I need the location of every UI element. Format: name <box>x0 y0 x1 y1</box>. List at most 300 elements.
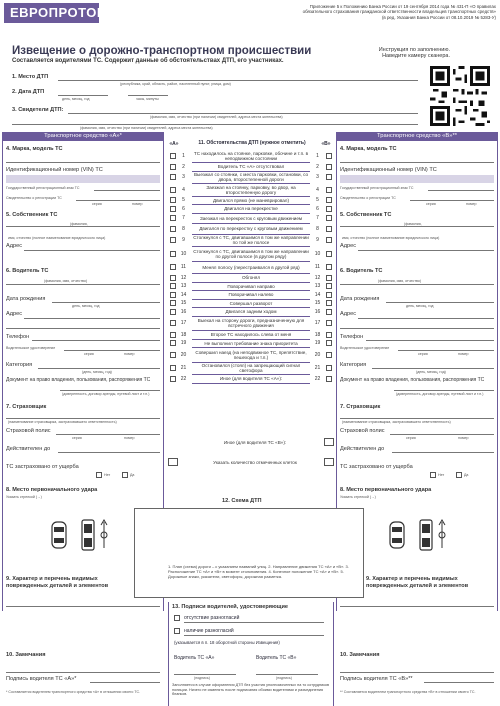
b-insured-no-checkbox[interactable] <box>430 472 436 478</box>
a-birth-hint: день, месяц, год <box>72 304 100 308</box>
b-reg-label: Государственный регистрационный знак ТС <box>340 186 414 190</box>
b-impact-hint: Указать стрелкой (→) <box>340 495 376 499</box>
circumstance-number-b: 19 <box>314 340 321 346</box>
b-insured-yes-label: Да <box>464 473 469 477</box>
date-label: 2. Дата ДТП <box>12 89 45 95</box>
a-insured-yes-label: Да <box>130 473 135 477</box>
b-birth-hint: день, месяц, год <box>406 304 434 308</box>
b-number-hint: номер <box>466 202 477 206</box>
a-impact-label: 8. Место первоначального удара <box>6 487 98 493</box>
circumstance-number-a: 5 <box>182 197 185 203</box>
circumstance-a-checkbox[interactable] <box>170 300 176 306</box>
b-category-field[interactable] <box>372 368 494 369</box>
circumstance-row <box>166 316 336 330</box>
circumstance-b-checkbox[interactable] <box>326 174 332 180</box>
a-birth-field[interactable] <box>52 302 160 303</box>
circumstance-b-checkbox[interactable] <box>326 365 332 371</box>
circumstance-number-b: 1 <box>316 153 319 159</box>
circumstance-a-checkbox[interactable] <box>170 309 176 315</box>
witnesses-field[interactable] <box>68 113 418 114</box>
circumstance-text: Заезжал на перекресток с круговым движением <box>199 215 303 221</box>
a-driver-address-field[interactable] <box>24 318 160 319</box>
b-insurer-label: 7. Страховщик <box>340 404 381 410</box>
circumstance-divider <box>192 383 310 384</box>
circumstance-row <box>166 299 336 307</box>
disagreement-line <box>184 635 324 636</box>
circumstance-row <box>166 282 336 290</box>
legal-reference: Приложение 5 к Положению Банка России от 19 сентября 2014 года № 431-П «О правилах обязательного страхования гражданской ответственности владельцев транспортных средств» (в ред. Указания Банка России от 08.10.2019 № 5283-У) <box>302 4 496 20</box>
circumstance-number-b: 18 <box>314 331 321 338</box>
b-insured-yes-checkbox[interactable] <box>456 472 462 478</box>
circumstance-a-checkbox[interactable] <box>170 215 176 221</box>
circumstance-b-checkbox[interactable] <box>326 275 332 281</box>
circumstance-number-a: 12 <box>180 274 187 281</box>
a-owner-hint: (фамилия, <box>70 222 88 226</box>
a-owner-address-field[interactable] <box>24 250 160 251</box>
a-reg-label: Государственный регистрационный знак ТС <box>6 186 80 190</box>
circumstance-b-checkbox[interactable] <box>326 226 332 232</box>
b-valid-field[interactable] <box>392 452 494 453</box>
circumstance-a-checkbox[interactable] <box>170 264 176 270</box>
b-policy-number-hint: номер <box>458 436 469 440</box>
a-license-series-hint: серия <box>84 352 94 356</box>
circumstance-a-checkbox[interactable] <box>170 332 176 338</box>
circumstance-number-a: 14 <box>180 291 187 298</box>
witnesses-hint-2: (фамилия, имя, отчество (при наличии) свидетелей, адреса места жительства) <box>80 126 213 130</box>
circumstance-b-checkbox[interactable] <box>326 197 332 203</box>
no-disagreement-line <box>184 622 324 623</box>
a-phone-label: Телефон <box>6 334 30 340</box>
disagreement-label: наличие разногласий <box>184 628 234 634</box>
circumstance-text: Выезжал со стоянки, с места парковки, остановки, со двора, второстепенной дороги <box>193 172 309 182</box>
time-hint: часы, минуты <box>136 97 159 101</box>
scheme-drawing-area[interactable] <box>134 508 364 598</box>
a-signature-label: Подпись водителя ТС «А»* <box>6 676 77 682</box>
a-category-label: Категория <box>6 362 33 368</box>
b-make-field[interactable] <box>340 162 494 163</box>
circumstance-number-b: 8 <box>316 225 319 232</box>
date-field[interactable] <box>58 95 108 96</box>
date-hint: день, месяц, год <box>62 97 90 101</box>
b-owner-label: 5. Собственник ТС <box>340 212 392 218</box>
circ-col-b-header: «В» <box>321 141 331 147</box>
b-series-hint: серия <box>426 202 436 206</box>
b-ownership-doc-label: Документ на право владения, пользования, распоряжения ТС <box>340 377 485 383</box>
circumstance-number-b: 5 <box>316 197 319 203</box>
a-insurer-field[interactable] <box>6 418 160 419</box>
circumstance-number-a: 6 <box>182 205 185 212</box>
a-policy-number-hint: номер <box>124 436 135 440</box>
b-valid-label: Действителен до <box>340 446 385 452</box>
a-damage-label: 9. Характер и перечень видимых поврежденных деталей и элементов <box>6 576 109 589</box>
circumstance-a-checkbox[interactable] <box>170 164 176 170</box>
circumstance-b-checkbox[interactable] <box>326 320 332 326</box>
circumstance-text: Выехал на сторону дороги, предназначенную для встречного движения <box>197 318 305 328</box>
circumstance-b-checkbox[interactable] <box>326 153 332 159</box>
circumstance-a-checkbox[interactable] <box>170 352 176 358</box>
b-policy-field[interactable] <box>390 434 494 435</box>
a-owner-hint-2: имя, отчество (полное наименование юридического лица) <box>8 236 106 240</box>
circumstance-text: ТС находилось на стоянке, парковке, обочине и т.п. в неподвижном состоянии <box>193 151 309 161</box>
a-insured-label: ТС застраховано от ущерба <box>6 464 79 470</box>
circumstance-number-a: 3 <box>182 174 185 180</box>
circumstance-row <box>166 339 336 347</box>
circumstance-a-checkbox[interactable] <box>170 283 176 289</box>
b-license-number-hint: номер <box>458 352 469 356</box>
circumstance-text: Столкнулся с ТС, двигавшимся в том же направлении по другой полосе (в другом ряду) <box>193 248 309 259</box>
circumstance-a-checkbox[interactable] <box>170 292 176 298</box>
circumstance-row <box>166 184 336 196</box>
a-birth-label: Дата рождения <box>6 296 46 302</box>
circ-count-label: Указать количество отмеченных клеток <box>213 460 297 465</box>
no-disagreement-label: отсутствие разногласий <box>184 615 240 621</box>
a-insured-yes-checkbox[interactable] <box>122 472 128 478</box>
driver-b-signature-field[interactable] <box>256 674 318 675</box>
a-owner-label: 5. Собственник ТС <box>6 212 58 218</box>
circumstance-text: Второе ТС находилось слева от меня <box>210 332 292 337</box>
circumstance-text: Иное (для водителя ТС «А»): <box>219 376 283 381</box>
circumstance-number-a: 19 <box>180 340 187 346</box>
scan-instruction: Инструкция по заполнению. Наведите камеру сканера. <box>378 47 450 59</box>
a-notes-field[interactable] <box>6 672 160 673</box>
a-valid-label: Действителен до <box>6 446 51 452</box>
circumstance-b-checkbox[interactable] <box>326 340 332 346</box>
circumstance-row <box>166 308 336 316</box>
no-disagreement-checkbox[interactable] <box>174 615 180 621</box>
circumstance-number-a: 4 <box>182 186 185 193</box>
a-ownership-doc-hint: (доверенность, договор аренды, путевой лист и т.п.) <box>62 392 150 396</box>
b-policy-series-hint: серия <box>406 436 416 440</box>
a-sts-field[interactable] <box>76 200 160 201</box>
b-impact-label: 8. Место первоначального удара <box>340 487 432 493</box>
a-policy-label: Страховой полис <box>6 428 51 434</box>
circumstance-number-a: 2 <box>182 163 185 170</box>
circumstance-text: Обгонял <box>241 275 261 280</box>
b-category-hint: (день, месяц, год) <box>416 370 446 374</box>
circumstance-a-checkbox[interactable] <box>170 174 176 180</box>
circ-col-a-header: «А» <box>169 141 179 147</box>
driver-b-sign-hint: (подпись) <box>276 676 292 680</box>
circumstance-row <box>166 291 336 299</box>
witnesses-hint: (фамилия, имя, отчество (при наличии) свидетелей, адреса места жительства) <box>150 115 283 119</box>
disagreement-checkbox[interactable] <box>174 628 180 634</box>
b-license-series-hint: серия <box>418 352 428 356</box>
circumstance-row <box>166 348 336 362</box>
b-owner-address-label: Адрес <box>340 243 357 249</box>
a-license-label: Водительское удостоверение <box>6 346 56 350</box>
b-license-field[interactable] <box>398 350 494 351</box>
a-make-field[interactable] <box>6 162 160 163</box>
circumstance-row <box>166 196 336 204</box>
circumstance-b-checkbox[interactable] <box>326 332 332 338</box>
circumstance-b-checkbox[interactable] <box>326 376 332 382</box>
a-phone-field[interactable] <box>32 340 160 341</box>
a-driver-address-field-2[interactable] <box>6 328 160 329</box>
circ-count-b-box[interactable] <box>324 458 334 466</box>
circumstance-number-b: 3 <box>316 174 319 180</box>
circumstance-number-b: 15 <box>314 300 321 306</box>
circumstance-number-a: 7 <box>182 215 185 221</box>
circumstance-b-checkbox[interactable] <box>326 264 332 270</box>
b-driver-address-field-2[interactable] <box>340 328 494 329</box>
circumstance-row <box>166 150 336 162</box>
b-category-label: Категория <box>340 362 367 368</box>
qr-code-icon[interactable] <box>430 66 490 126</box>
circumstance-number-a: 21 <box>180 365 187 371</box>
circ-other-b: Иное (для водителя ТС «В»): <box>223 440 287 445</box>
circumstance-row <box>166 205 336 213</box>
b-owner-hint: (фамилия, <box>404 222 422 226</box>
circumstance-row <box>166 171 336 183</box>
circumstance-b-checkbox[interactable] <box>326 352 332 358</box>
a-category-field[interactable] <box>38 368 160 369</box>
b-footnote: ** Составляется водителем транспортного средства «В» в отношении своего ТС. <box>340 690 476 694</box>
circumstance-text: Менял полосу (перестраивался в другой ряд) <box>202 264 300 270</box>
circumstance-number-b: 9 <box>316 237 319 243</box>
circumstance-number-a: 13 <box>180 283 187 289</box>
b-policy-label: Страховой полис <box>340 428 385 434</box>
circumstance-number-b: 12 <box>314 274 321 281</box>
circumstance-row <box>166 261 336 273</box>
b-birth-field[interactable] <box>386 302 494 303</box>
b-driver-address-label: Адрес <box>340 311 357 317</box>
time-field[interactable] <box>128 95 168 96</box>
b-insured-no-label: Нет <box>438 473 445 477</box>
circumstance-text: Водитель ТС «А» отсутствовал <box>217 164 285 169</box>
b-ownership-doc-field[interactable] <box>394 390 494 391</box>
circumstance-number-a: 10 <box>180 250 187 257</box>
a-ownership-doc-label: Документ на право владения, пользования, распоряжения ТС <box>6 377 151 383</box>
page-subtitle: Составляется водителями ТС. Содержит данные об обстоятельствах ДТП, его участниках. <box>12 58 284 64</box>
witnesses-label: 3. Свидетели ДТП: <box>12 107 64 113</box>
circumstance-text: Поворачивал налево <box>228 292 274 297</box>
circumstance-row <box>166 224 336 234</box>
circumstance-number-a: 20 <box>180 351 187 358</box>
circumstance-text: Двигался задним ходом <box>225 309 277 314</box>
signatures-title: 13. Подписи водителей, удостоверяющие <box>172 604 289 610</box>
circumstance-number-a: 17 <box>180 320 187 326</box>
europrotocol-logo: ЕВРОПРОТОКОЛ <box>4 3 99 23</box>
a-reg-field[interactable] <box>94 190 160 191</box>
circumstance-a-checkbox[interactable] <box>170 365 176 371</box>
signatures-note: Заполняется в случае оформления ДТП без участия уполномоченных на то сотрудников полиции. Ничего не изменять после подписания обоими водителями и разъединения бланков. <box>172 683 330 697</box>
a-insured-no-label: Нет <box>104 473 111 477</box>
a-ownership-doc-field[interactable] <box>60 390 160 391</box>
b-owner-field[interactable] <box>340 226 494 227</box>
circumstance-b-checkbox[interactable] <box>326 251 332 257</box>
circ-title: 11. Обстоятельства ДТП (нужное отметить) <box>198 140 306 146</box>
circumstance-number-a: 11 <box>180 264 187 270</box>
circumstance-row <box>166 234 336 246</box>
a-vin-label: Идентификационный номер (VIN) ТС <box>6 167 103 173</box>
b-signature-label: Подпись водителя ТС «В»** <box>340 676 413 682</box>
circumstance-b-checkbox[interactable] <box>326 309 332 315</box>
b-driver-field[interactable] <box>340 284 494 285</box>
circumstance-number-a: 9 <box>182 237 185 243</box>
b-damage-label: 9. Характер и перечень видимых поврежденных деталей и элементов <box>366 576 469 589</box>
a-damage-field[interactable] <box>6 606 160 607</box>
a-signature-field[interactable] <box>90 682 160 683</box>
circumstance-b-checkbox[interactable] <box>326 206 332 212</box>
a-impact-hint: Указать стрелкой (→) <box>6 495 42 499</box>
circumstance-text: Двигался прямо (не маневрировал) <box>213 197 289 203</box>
circumstance-text: Двигался по перекрестку с круговым движением <box>199 226 303 231</box>
circumstance-text: Поворачивал направо <box>227 283 275 289</box>
circumstance-text: Совершил наезд (на неподвижное ТС, препятствие, пешехода и т.п.) <box>195 349 307 360</box>
driver-a-sign-hint: (подпись) <box>194 676 210 680</box>
b-owner-address-field[interactable] <box>358 250 494 251</box>
circumstance-a-checkbox[interactable] <box>170 226 176 232</box>
circumstance-a-checkbox[interactable] <box>170 187 176 193</box>
circ-other-b-checkbox[interactable] <box>324 438 334 446</box>
circumstance-number-b: 6 <box>316 205 319 212</box>
witnesses-field-2[interactable] <box>12 124 418 125</box>
a-insurer-hint: (наименование страховщика, застраховавшего ответственность) <box>8 420 117 424</box>
circumstance-number-b: 14 <box>314 291 321 298</box>
driver-a-signature-label: Водитель ТС «А» <box>174 655 215 661</box>
a-driver-hint: (фамилия, имя, отчество) <box>44 279 88 283</box>
circumstance-row <box>166 274 336 282</box>
b-phone-field[interactable] <box>366 340 494 341</box>
a-insurer-label: 7. Страховщик <box>6 404 47 410</box>
circumstance-a-checkbox[interactable] <box>170 251 176 257</box>
circumstance-a-checkbox[interactable] <box>170 320 176 326</box>
b-vin-label: Идентификационный номер (VIN) ТС <box>340 167 437 173</box>
circumstance-b-checkbox[interactable] <box>326 283 332 289</box>
disagreement-hint: (указывается в п. 18 оборотной стороны Извещения) <box>174 640 280 645</box>
scheme-legend: 1. План (схема) дороги – с указанием названий улиц. 2. Направление движения ТС «А» и «В». 3. Расположение ТС «А» и «В» в момент столкновения. 4. Конечное положение ТС «А» и «В». 5. Дорожные знаки, указатели, светофоры, дорожная разметка. <box>168 564 349 579</box>
circumstance-text: Двигался на перекрестке <box>224 206 278 211</box>
circumstance-number-b: 7 <box>316 215 319 221</box>
circumstance-b-checkbox[interactable] <box>326 215 332 221</box>
circumstance-number-a: 1 <box>182 153 185 159</box>
b-insurer-hint: (наименование страховщика, застраховавшего ответственность) <box>342 420 451 424</box>
circ-count-a-box[interactable] <box>168 458 178 466</box>
circumstance-b-checkbox[interactable] <box>326 164 332 170</box>
b-sts-label: Свидетельство о регистрации ТС <box>340 196 396 200</box>
circumstance-number-b: 20 <box>314 351 321 358</box>
a-owner-address-label: Адрес <box>6 243 23 249</box>
circumstance-row <box>166 362 336 374</box>
b-reg-field[interactable] <box>428 190 494 191</box>
driver-b-signature-label: Водитель ТС «В» <box>256 655 297 661</box>
a-driver-address-label: Адрес <box>6 311 23 317</box>
circumstance-a-checkbox[interactable] <box>170 206 176 212</box>
b-make-label: 4. Марка, модель ТС <box>340 146 397 152</box>
circumstance-number-b: 22 <box>314 375 321 382</box>
circumstance-number-b: 21 <box>314 365 321 371</box>
circumstance-a-checkbox[interactable] <box>170 153 176 159</box>
place-label: 1. Место ДТП <box>12 74 49 80</box>
circumstance-a-checkbox[interactable] <box>170 275 176 281</box>
circumstance-text: Совершал разворот <box>229 300 273 306</box>
a-make-label: 4. Марка, модель ТС <box>6 146 63 152</box>
a-category-hint: (день, месяц, год) <box>82 370 112 374</box>
b-owner-hint-2: имя, отчество (полное наименование юридического лица) <box>342 236 440 240</box>
circumstance-a-checkbox[interactable] <box>170 237 176 243</box>
circumstance-b-checkbox[interactable] <box>326 237 332 243</box>
circumstance-number-a: 15 <box>180 300 187 306</box>
driver-a-signature-field[interactable] <box>174 674 236 675</box>
a-driver-label: 6. Водитель ТС <box>6 268 49 274</box>
a-number-hint: номер <box>132 202 143 206</box>
b-damage-field[interactable] <box>340 606 494 607</box>
a-valid-field[interactable] <box>58 452 160 453</box>
page-title: Извещение о дорожно-транспортном происшествии <box>12 45 312 57</box>
a-policy-series-hint: серия <box>72 436 82 440</box>
place-hint: (республика, край, область, район, населенный пункт, улица, дом) <box>120 82 231 86</box>
circumstance-text: Остановился (стоял) на запрещающий сигнал светофора <box>201 363 301 373</box>
circumstance-row <box>166 375 336 383</box>
a-license-number-hint: номер <box>124 352 135 356</box>
b-insurer-field[interactable] <box>340 418 494 419</box>
circumstance-text: Заезжал на стоянку, парковку, во двор, на второстепенную дорогу <box>206 184 296 195</box>
circumstance-number-a: 16 <box>180 308 187 315</box>
a-policy-field[interactable] <box>56 434 160 435</box>
circumstance-number-b: 10 <box>314 250 321 257</box>
b-driver-label: 6. Водитель ТС <box>340 268 383 274</box>
b-insured-label: ТС застраховано от ущерба <box>340 464 413 470</box>
circumstance-number-b: 11 <box>314 264 321 270</box>
circumstance-number-b: 13 <box>314 283 321 289</box>
a-driver-field[interactable] <box>6 284 160 285</box>
circumstance-row <box>166 331 336 339</box>
vehicle-b-header: Транспортное средство «В»** <box>336 132 498 141</box>
b-notes-label: 10. Замечания <box>340 652 380 658</box>
b-ownership-doc-hint: (доверенность, договор аренды, путевой лист и т.п.) <box>396 392 484 396</box>
circumstance-a-checkbox[interactable] <box>170 197 176 203</box>
circumstance-a-checkbox[interactable] <box>170 340 176 346</box>
circumstance-number-a: 22 <box>180 375 187 382</box>
circumstance-number-b: 17 <box>314 320 321 326</box>
a-vin-field[interactable] <box>6 175 160 183</box>
a-footnote: * Составляется водителем транспортного средства «А» в отношении своего ТС. <box>6 690 141 694</box>
vehicle-a-header: Транспортное средство «А»* <box>2 132 164 141</box>
place-field[interactable] <box>58 80 418 81</box>
circumstance-number-b: 16 <box>314 308 321 315</box>
b-driver-hint: (фамилия, имя, отчество) <box>378 279 422 283</box>
a-car-diagram-icon[interactable] <box>50 518 110 552</box>
circumstance-b-checkbox[interactable] <box>326 300 332 306</box>
circumstance-b-checkbox[interactable] <box>326 187 332 193</box>
circumstance-row <box>166 247 336 261</box>
circumstance-number-b: 4 <box>316 186 319 193</box>
b-vin-field[interactable] <box>340 175 494 183</box>
circumstance-number-a: 18 <box>180 331 187 338</box>
scheme-title: 12. Схема ДТП <box>222 498 262 504</box>
b-signature-field[interactable] <box>424 682 494 683</box>
b-driver-address-field[interactable] <box>358 318 494 319</box>
circumstance-number-a: 8 <box>182 225 185 232</box>
b-car-diagram-icon[interactable] <box>388 518 448 552</box>
circumstance-row <box>166 213 336 223</box>
circumstance-a-checkbox[interactable] <box>170 376 176 382</box>
a-license-field[interactable] <box>64 350 160 351</box>
a-sts-label: Свидетельство о регистрации ТС <box>6 196 62 200</box>
b-license-label: Водительское удостоверение <box>340 346 390 350</box>
circumstance-text: Столкнулся с ТС, двигавшимся в том же направлении по той же полосе <box>193 235 309 245</box>
b-notes-field[interactable] <box>340 672 494 673</box>
circumstance-b-checkbox[interactable] <box>326 292 332 298</box>
b-phone-label: Телефон <box>340 334 364 340</box>
a-insured-no-checkbox[interactable] <box>96 472 102 478</box>
a-owner-field[interactable] <box>6 226 160 227</box>
a-series-hint: серия <box>92 202 102 206</box>
circumstance-row <box>166 163 336 171</box>
a-notes-label: 10. Замечания <box>6 652 46 658</box>
b-sts-field[interactable] <box>410 200 494 201</box>
circumstance-text: Не выполнил требование знака приоритета <box>204 340 298 346</box>
